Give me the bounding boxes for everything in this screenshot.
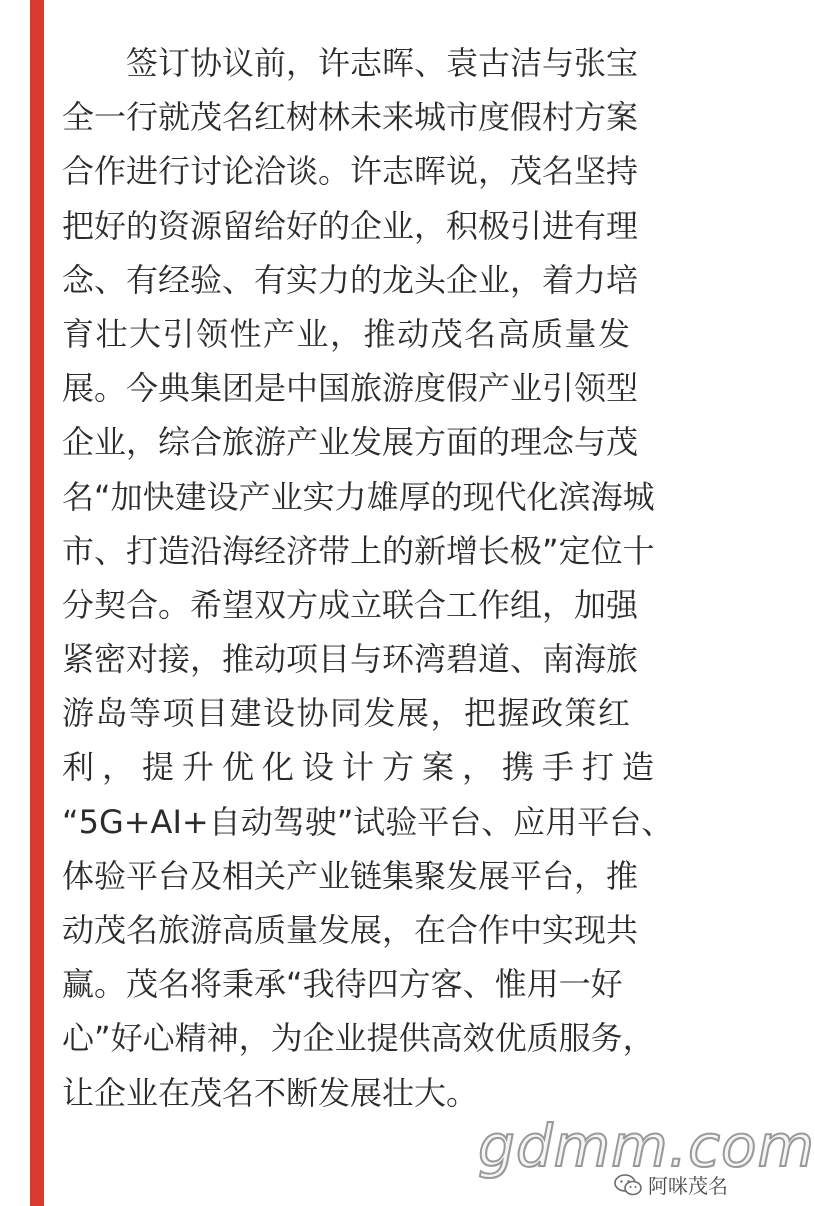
article-line: 展。今典集团是中国旅游度假产业引领型 bbox=[62, 369, 639, 408]
article-line: 心”好心精神，为企业提供高效优质服务， bbox=[62, 1019, 655, 1058]
article-line: 紧密对接，推动项目与环湾碧道、南海旅 bbox=[62, 640, 639, 679]
article-line: 让企业在茂名不断发展壮大。 bbox=[62, 1073, 479, 1112]
article-line: 名“加快建设产业实力雄厚的现代化滨海城 bbox=[62, 477, 655, 516]
article-line: 念、有经验、有实力的龙头企业，着力培 bbox=[62, 260, 639, 299]
article-line: 市、打造沿海经济带上的新增长极”定位十 bbox=[62, 531, 655, 570]
article-line: 全一行就茂名红树林未来城市度假村方案 bbox=[62, 98, 639, 137]
article-line: 动茂名旅游高质量发展，在合作中实现共 bbox=[62, 911, 639, 949]
article-body bbox=[62, 36, 702, 1120]
article-line: “5G+AI+自动驾驶”试验平台、应用平台、 bbox=[62, 802, 674, 841]
account-tag bbox=[614, 1170, 728, 1199]
article-line: 游岛等项目建设协同发展，把握政策红 bbox=[62, 694, 632, 733]
article-line: 育壮大引领性产业，推动茂名高质量发 bbox=[62, 314, 632, 353]
article-line: 赢。茂名将秉承“我待四方客、惟用一好 bbox=[62, 965, 623, 1004]
accent-bar bbox=[30, 0, 44, 1206]
article-line: 企业，综合旅游产业发展方面的理念与茂 bbox=[62, 423, 639, 462]
article-line: 合作进行讨论洽谈。许志晖说，茂名坚持 bbox=[62, 152, 639, 191]
account-name: 阿咪茂名 bbox=[648, 1174, 728, 1198]
article-line: 分契合。希望双方成立联合工作组，加强 bbox=[62, 585, 639, 624]
site-watermark: gdmm.com bbox=[478, 1112, 815, 1180]
article-line: 体验平台及相关产业链集聚发展平台，推 bbox=[62, 856, 639, 895]
article-line: 利，提升优化设计方案，携手打造 bbox=[62, 748, 663, 787]
article-line: 把好的资源留给好的企业，积极引进有理 bbox=[62, 206, 639, 245]
wechat-icon bbox=[614, 1174, 642, 1196]
article-line: 签订协议前，许志晖、袁古洁与张宝 bbox=[126, 44, 639, 82]
